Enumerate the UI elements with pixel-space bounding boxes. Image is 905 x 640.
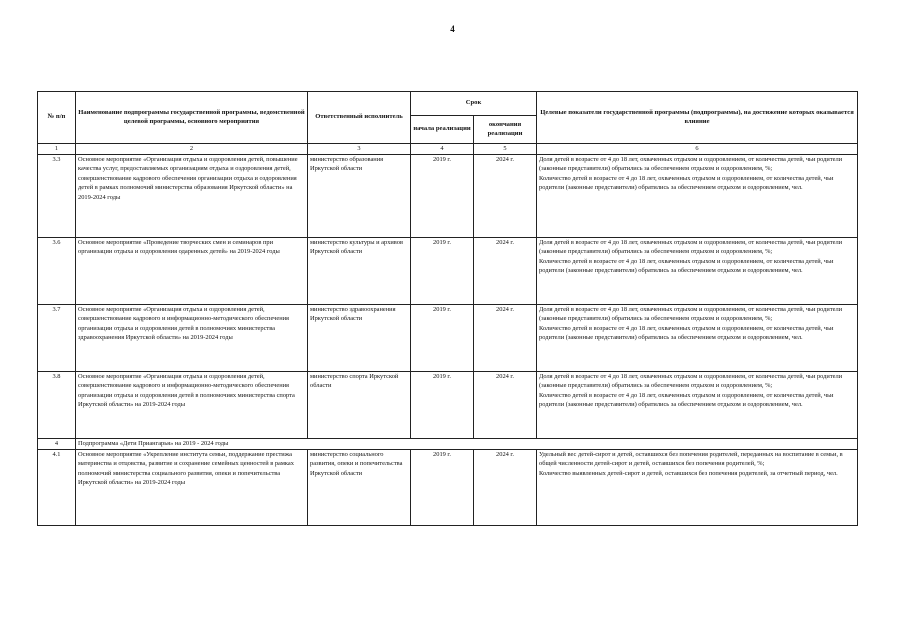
row-end: 2024 г. [474, 449, 537, 525]
row-num: 3.3 [38, 154, 76, 237]
row-num: 4.1 [38, 449, 76, 525]
header-name: Наименование подпрограммы государственной программы, ведомственной целевой программы, основного мероприятия [76, 92, 308, 144]
indicator-text: Доля детей в возрасте от 4 до 18 лет, охваченных отдыхом и оздоровлением, от количества детей, чьи родители (законные представители) обратились за обеспечением отдыхом и оздоровлением, %; [539, 238, 843, 256]
program-table [37, 91, 858, 526]
row-indicators [537, 304, 858, 371]
row-num: 3.6 [38, 237, 76, 304]
column-number: 4 [411, 144, 474, 155]
row-name: Основное мероприятие «Организация отдыха и оздоровления детей, совершенствование кадрового и информационно-методического обеспечения организации отдыха и оздоровления детей в полномочиях министерства здравоохранения Иркутской области» на 2019-2024 годы [76, 304, 308, 371]
indicator-text: Количество детей в возрасте от 4 до 18 лет, охваченных отдыхом и оздоровлением, от количества детей, чьи родители (законные представители) обратились за обеспечением отдыхом и оздоровлением, чел. [539, 257, 834, 275]
row-indicators [537, 449, 858, 525]
row-responsible: министерство спорта Иркутской области [308, 371, 411, 438]
header-num: № п/п [38, 92, 76, 144]
subprogram-row [38, 438, 858, 449]
subprogram-title: Подпрограмма «Дети Приангарья» на 2019 - 2024 годы [76, 438, 858, 449]
row-responsible: министерство социального развития, опеки и попечительства Иркутской области [308, 449, 411, 525]
row-start: 2019 г. [411, 154, 474, 237]
column-number-row [38, 144, 858, 155]
row-name: Основное мероприятие «Проведение творческих смен и семинаров при организации отдыха и оздоровления одаренных детей» на 2019-2024 годы [76, 237, 308, 304]
row-indicators [537, 371, 858, 438]
row-start: 2019 г. [411, 304, 474, 371]
table-row [38, 304, 858, 371]
indicator-text: Количество детей в возрасте от 4 до 18 лет, охваченных отдыхом и оздоровлением, от количества детей, чьи родители (законные представители) обратились за обеспечением отдыхом и оздоровлением, чел. [539, 174, 834, 192]
indicator-text: Доля детей в возрасте от 4 до 18 лет, охваченных отдыхом и оздоровлением, от количества детей, чьи родители (законные представители) обратились за обеспечением отдыхом и оздоровлением, %; [539, 155, 843, 173]
indicator-text: Количество детей в возрасте от 4 до 18 лет, охваченных отдыхом и оздоровлением, от количества детей, чьи родители (законные представители) обратились за обеспечением отдыхом и оздоровлением, чел. [539, 391, 834, 409]
row-name: Основное мероприятие «Укрепление института семьи, поддержание престижа материнства и отцовства, развитие и сохранение семейных ценностей в рамках полномочий министерства социального развития, опеки и попечительства Иркутской области» на 2019-2024 годы [76, 449, 308, 525]
column-number: 3 [308, 144, 411, 155]
column-number: 6 [537, 144, 858, 155]
indicator-text: Доля детей в возрасте от 4 до 18 лет, охваченных отдыхом и оздоровлением, от количества детей, чьи родители (законные представители) обратились за обеспечением отдыхом и оздоровлением, %; [539, 305, 843, 323]
row-num: 3.8 [38, 371, 76, 438]
header-end: окончания реализации [474, 116, 537, 144]
row-start: 2019 г. [411, 449, 474, 525]
row-name: Основное мероприятие «Организация отдыха и оздоровления детей, совершенствование кадрового и информационно-методического обеспечения организации отдыха и оздоровления детей в полномочиях министерства спорта Иркутской области» на 2019-2024 годы [76, 371, 308, 438]
indicator-text: Количество выявленных детей-сирот и детей, оставшихся без попечения родителей, за отчетный период, чел. [539, 469, 838, 477]
row-indicators [537, 237, 858, 304]
row-responsible: министерство образования Иркутской области [308, 154, 411, 237]
page-number: 4 [450, 24, 455, 34]
column-number: 5 [474, 144, 537, 155]
indicator-text: Удельный вес детей-сирот и детей, оставшихся без попечения родителей, переданных на воспитание в семьи, в общей численности детей-сирот и детей, оставшихся без попечения родителей, %; [539, 450, 843, 468]
table-row [38, 371, 858, 438]
column-number: 1 [38, 144, 76, 155]
table-row [38, 449, 858, 525]
header-indicators: Целевые показатели государственной программы (подпрограммы), на достижение которых оказывается влияние [537, 92, 858, 144]
row-end: 2024 г. [474, 304, 537, 371]
row-responsible: министерство здравоохранения Иркутской области [308, 304, 411, 371]
table-row [38, 154, 858, 237]
row-indicators [537, 154, 858, 237]
table-row [38, 237, 858, 304]
row-responsible: министерство культуры и архивов Иркутской области [308, 237, 411, 304]
header-term: Срок [411, 92, 537, 116]
row-start: 2019 г. [411, 371, 474, 438]
subprogram-num: 4 [38, 438, 76, 449]
header-responsible: Ответственный исполнитель [308, 92, 411, 144]
row-name: Основное мероприятие «Организация отдыха и оздоровления детей, повышение качества услуг, предоставляемых организациям отдыха и оздоровления детей, совершенствование кадрового обеспечения организации отдыха и оздоровления детей в рамках полномочий министерства образования Иркутской области» на 2019-2024 годы [76, 154, 308, 237]
row-end: 2024 г. [474, 371, 537, 438]
indicator-text: Доля детей в возрасте от 4 до 18 лет, охваченных отдыхом и оздоровлением, от количества детей, чьи родители (законные представители) обратились за обеспечением отдыхом и оздоровлением, %; [539, 372, 843, 390]
row-end: 2024 г. [474, 237, 537, 304]
column-number: 2 [76, 144, 308, 155]
indicator-text: Количество детей в возрасте от 4 до 18 лет, охваченных отдыхом и оздоровлением, от количества детей, чьи родители (законные представители) обратились за обеспечением отдыхом и оздоровлением, чел. [539, 324, 834, 342]
header-start: начала реализации [411, 116, 474, 144]
row-end: 2024 г. [474, 154, 537, 237]
row-start: 2019 г. [411, 237, 474, 304]
row-num: 3.7 [38, 304, 76, 371]
